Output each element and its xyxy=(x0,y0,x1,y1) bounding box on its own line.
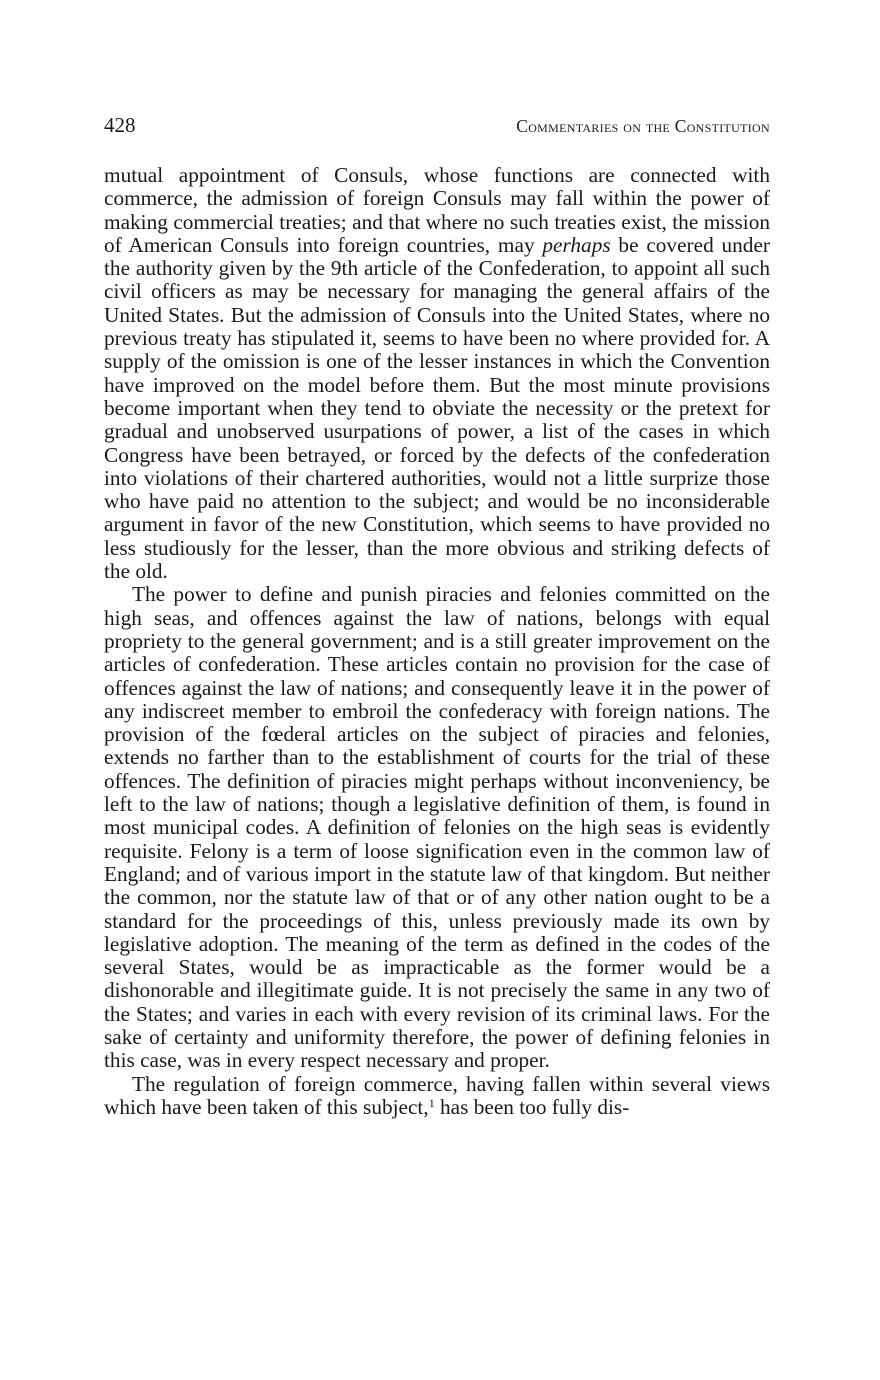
text-run: The regulation of foreign commerce, having fallen within several views which have been taken of this subject, xyxy=(104,1071,770,1119)
paragraph xyxy=(104,583,770,1072)
text-run: mutual appointment of Consuls, whose functions are connected with commerce, the admission of foreign Consuls may fall within the power of making commercial treaties; and that where no such treaties exist, the mission of American Consuls into foreign countries, may xyxy=(104,163,770,257)
page-number: 428 xyxy=(104,113,136,137)
paragraph xyxy=(104,164,770,583)
italic-text-run: perhaps xyxy=(542,232,611,257)
paragraph xyxy=(104,1073,770,1120)
text-run: The power to define and punish piracies and felonies committed on the high seas, and offences against the law of nations, belongs with equal propriety to the general government; and is a still greater improvement on the articles of confederation. These articles contain no provision for the case of offences against the law of nations; and consequently leave it in the power of any indiscreet member to embroil the confederacy with foreign nations. The provision of the fœderal articles on the subject of piracies and felonies, extends no farther than to the establishment of courts for the trial of these offences. The definition of piracies might perhaps without inconveniency, be left to the law of nations; though a legislative definition of them, is found in most municipal codes. A definition of felonies on the high seas is evidently requisite. Felony is a term of loose signification even in the common law of England; and of various import in the statute law of that kingdom. But neither the common, nor the statute law of that or of any other nation ought to be a standard for the proceedings of this, unless previously made its own by legislative adoption. The meaning of the term as defined in the codes of the several States, would be as impracticable as the former would be a dishonorable and illegitimate guide. It is not precisely the same in any two of the States; and varies in each with every revision of its criminal laws. For the sake of certainty and uniformity therefore, the power of defining felonies in this case, was in every respect necessary and proper. xyxy=(104,582,770,1073)
text-run: be covered under the authority given by the 9th article of the Confederation, to appoint all such civil officers as may be necessary for managing the general affairs of the United States. But the admission of Consuls into the United States, where no previous treaty has stipulated it, seems to have been no where provided for. A supply of the omission is one of the lesser instances in which the Convention have improved on the model before them. But the most minute provisions become important when they tend to obviate the necessity or the pretext for gradual and unobserved usurpations of power, a list of the cases in which Congress have been betrayed, or forced by the defects of the confederation into violations of their chartered authorities, would not a little surprize those who have paid no attention to the subject; and would be no inconsiderable argument in favor of the new Constitution, which seems to have provided no less studiously for the lesser, than the more obvious and striking defects of the old. xyxy=(104,232,770,584)
running-head: Commentaries on the Constitution xyxy=(516,116,770,136)
body-text xyxy=(104,164,770,1119)
page-header xyxy=(104,112,770,142)
text-run: has been too fully dis- xyxy=(434,1094,630,1119)
footnote-marker[interactable]: 1 xyxy=(428,1095,435,1110)
